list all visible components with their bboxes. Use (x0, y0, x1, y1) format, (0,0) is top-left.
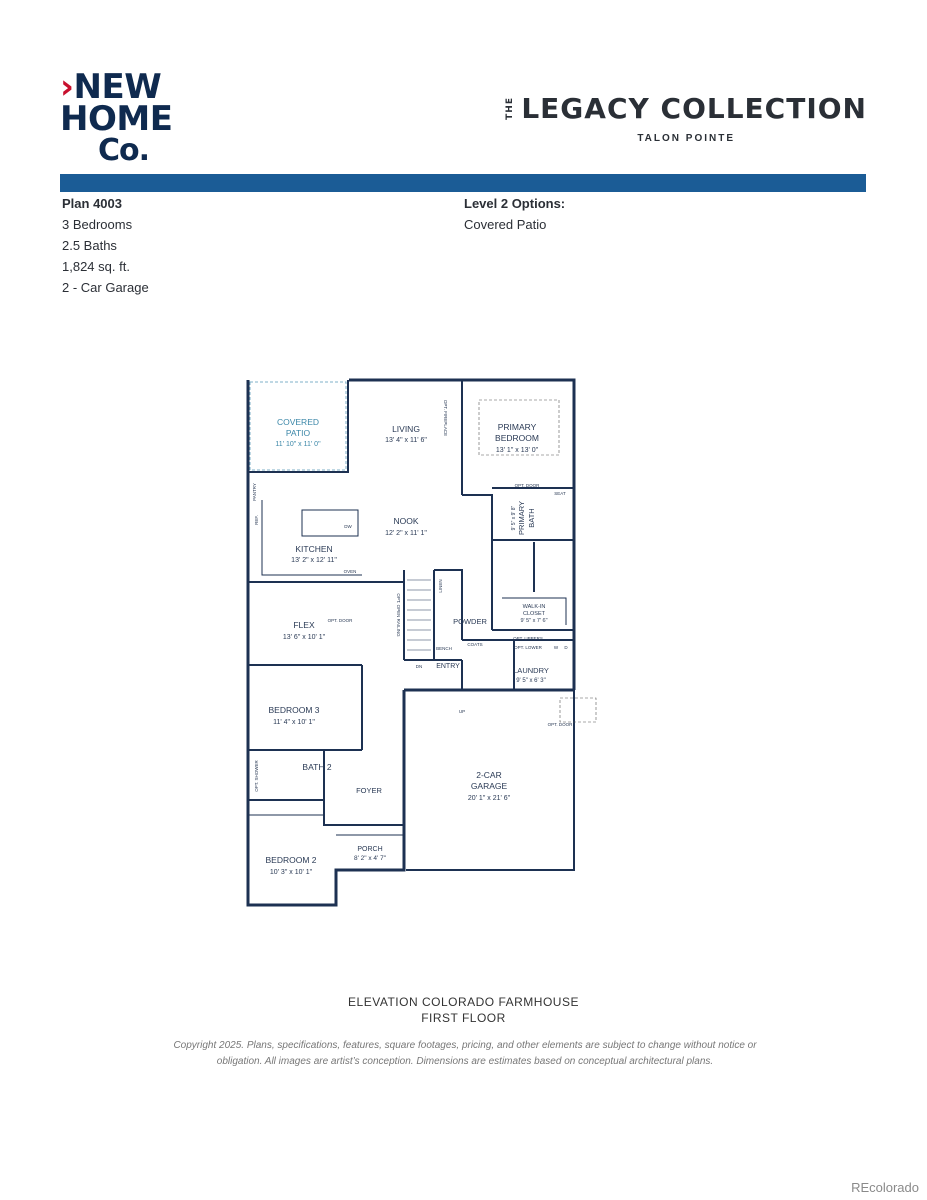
label-opt-door-flex: OPT. DOOR (327, 618, 353, 623)
label-opt-lower: OPT. LOWER (514, 645, 542, 650)
room-nook-dims: 12' 2" x 11' 1" (385, 530, 427, 537)
plan-garage: 2 - Car Garage (62, 280, 149, 295)
room-bedroom-3: BEDROOM 3 (268, 705, 320, 715)
room-porch: PORCH (357, 846, 383, 853)
room-bedroom-3-dims: 11' 4" x 10' 1" (273, 719, 315, 726)
label-opt-door-bath: OPT. DOOR (514, 483, 540, 488)
room-primary-bath-2: BATH (527, 508, 536, 528)
label-opt-railing: OPT. OPEN RAILING (396, 593, 401, 637)
room-covered-patio: COVERED (276, 417, 320, 427)
plan-bedrooms: 3 Bedrooms (62, 217, 133, 232)
room-covered-patio-dims: 11' 10" x 11' 0" (275, 441, 321, 448)
options-item: Covered Patio (464, 217, 547, 232)
room-foyer: FOYER (356, 786, 382, 795)
logo-line-co: Co. (98, 133, 150, 168)
label-oven: OVEN (343, 569, 357, 574)
room-primary-bath: PRIMARY (517, 500, 526, 536)
header-divider-bar (60, 174, 866, 192)
copyright-line-2: obligation. All images are artist’s conception. Dimensions are estimates based on conceptual architectural plans. (216, 1056, 714, 1067)
watermark: REcolorado (851, 1180, 919, 1195)
elevation-caption: ELEVATION COLORADO FARMHOUSE (348, 995, 579, 1009)
label-coats: COATS (467, 642, 483, 647)
room-nook: NOOK (393, 516, 419, 526)
floor-plan-drawing (244, 360, 604, 910)
label-up: UP (458, 709, 466, 714)
room-primary-bedroom: PRIMARY (497, 422, 537, 432)
label-seat: SEAT (554, 491, 566, 496)
new-home-co-logo (60, 67, 180, 168)
room-garage: 2-CAR (476, 770, 502, 780)
room-garage-2: GARAGE (470, 781, 508, 791)
collection-brand (505, 92, 867, 144)
room-kitchen: KITCHEN (295, 544, 333, 554)
room-walk-in: WALK-IN (522, 604, 546, 610)
room-garage-dims: 20' 1" x 21' 6" (467, 795, 511, 802)
label-opt-uppers: OPT. UPPERS (513, 636, 543, 641)
label-opt-door-garage: OPT. DOOR (547, 722, 573, 727)
room-flex-dims: 13' 6" x 10' 1" (282, 634, 326, 641)
room-entry: ENTRY (436, 663, 460, 670)
label-linen: LINEN (438, 579, 443, 593)
plan-details (62, 193, 149, 298)
room-porch-dims: 8' 2" x 4' 7" (353, 855, 387, 862)
plan-baths: 2.5 Baths (62, 238, 117, 253)
label-opt-fireplace: OPT. FIREPLACE (443, 399, 448, 437)
room-covered-patio-2: PATIO (285, 428, 311, 438)
room-living: LIVING (392, 424, 420, 434)
label-ref: REF. (254, 515, 259, 525)
room-primary-bedroom-dims: 13' 1" x 13' 0" (495, 447, 539, 454)
label-bench: BENCH (436, 646, 452, 651)
label-dryer: D (564, 645, 568, 650)
room-bath-2: BATH 2 (302, 762, 332, 772)
options-title: Level 2 Options: (464, 196, 566, 211)
label-dn: DN (415, 664, 423, 669)
logo-line-home: HOME (60, 99, 173, 139)
room-flex: FLEX (293, 620, 315, 630)
room-bedroom-2-dims: 10' 3" x 10' 1" (269, 869, 313, 876)
label-pantry: PANTRY (252, 483, 257, 501)
room-primary-bedroom-2: BEDROOM (495, 433, 539, 443)
room-kitchen-dims: 13' 2" x 12' 11" (291, 557, 337, 564)
level-options (464, 193, 565, 235)
floor-caption: FIRST FLOOR (421, 1011, 506, 1025)
collection-title: LEGACY COLLECTION (521, 92, 867, 125)
plan-title: Plan 4003 (62, 196, 122, 211)
copyright-line-1: Copyright 2025. Plans, specifications, features, square footages, pricing, and other elements are subject to change without notice or (173, 1040, 757, 1051)
logo-line-new: ›NEW (60, 67, 162, 107)
room-walk-in-2: CLOSET (522, 611, 546, 617)
room-bedroom-2: BEDROOM 2 (265, 855, 317, 865)
copyright-notice (120, 1038, 810, 1070)
room-primary-bath-dims: 9' 5" x 9' 8" (511, 505, 517, 531)
room-powder: POWDER (453, 617, 487, 626)
room-laundry-dims: 9' 5" x 6' 3" (516, 678, 546, 684)
label-opt-shower: OPT. SHOWER (254, 760, 259, 792)
floor-plan (244, 360, 604, 915)
community-name: TALON POINTE (637, 133, 736, 144)
room-laundry: LAUNDRY (513, 666, 549, 675)
room-walk-in-dims: 9' 5" x 7' 6" (520, 618, 548, 624)
label-dw: DW (344, 524, 352, 529)
label-washer: W (553, 645, 559, 650)
plan-sqft: 1,824 sq. ft. (62, 259, 130, 274)
collection-prefix: THE (505, 97, 516, 120)
room-living-dims: 13' 4" x 11' 6" (385, 437, 427, 444)
